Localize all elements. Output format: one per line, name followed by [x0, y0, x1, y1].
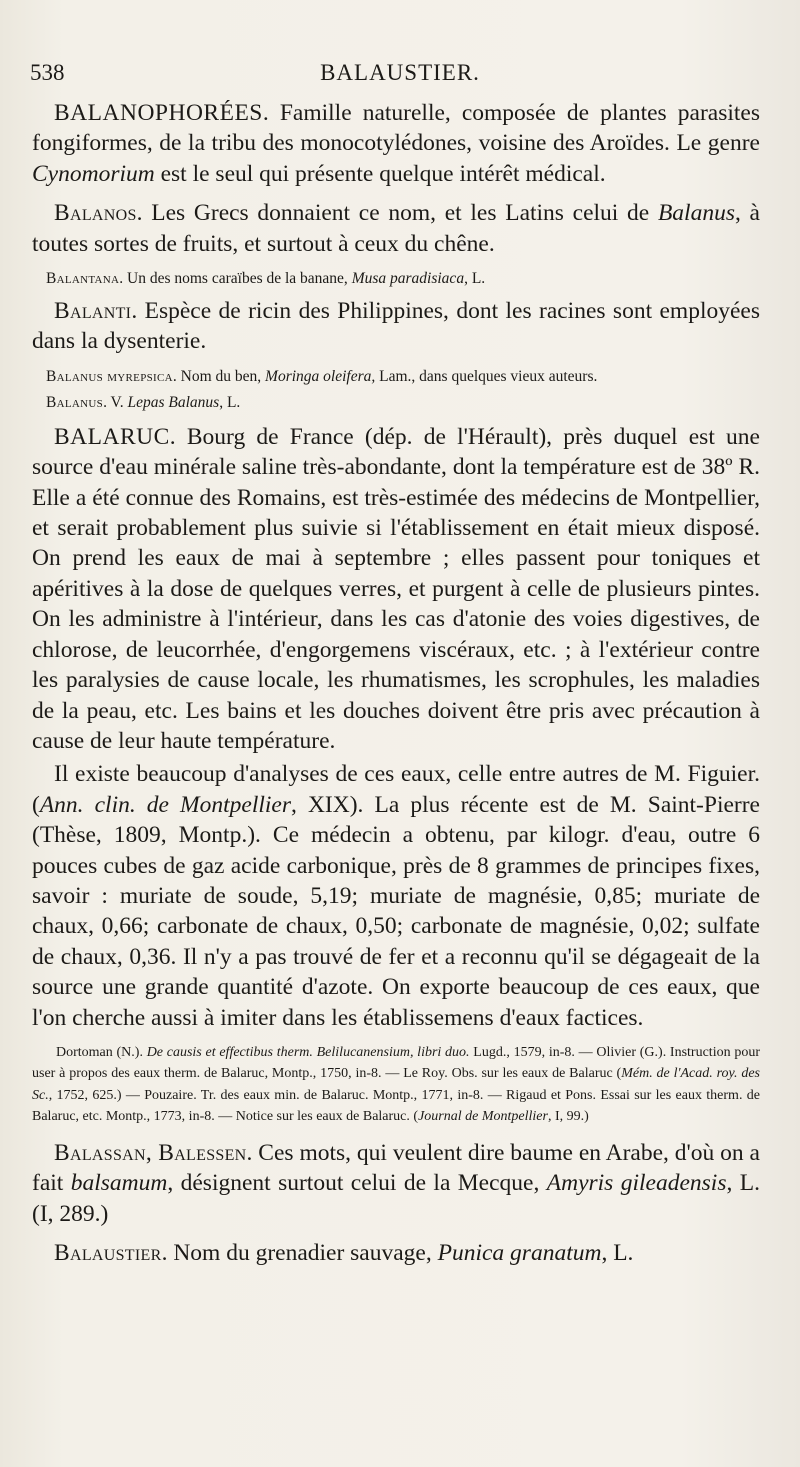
- entry-head: Balanti: [54, 298, 132, 325]
- entry-head: Balanus: [46, 393, 104, 411]
- bibliography-references: Dortoman (N.). De causis et effectibus therm. Belilucanensium, libri duo. Lugd., 1579, in-8. — Olivier (G.). Instruction pour user à propos des eaux therm. de Balaruc, Montp., 1750, in-8. — Le Roy. Obs. sur les eaux de Balaruc (Mém. de l'Acad. roy. des Sc., 1752, 625.) — Pouzaire. Tr. des eaux min. de Balaruc. Montp., 1771, in-8. — Rigaud et Pons. Essai sur les eaux therm. de Balaruc, etc. Montp., 1773, in-8. — Notice sur les eaux de Balaruc. (Journal de Montpellier, I, 99.): [32, 1044, 760, 1125]
- page-header: [30, 60, 770, 94]
- page-number: 538: [30, 60, 65, 85]
- entry-head: BALARUC: [54, 423, 170, 450]
- entry-head: Balaustier: [54, 1240, 162, 1267]
- running-title: BALAUSTIER.: [320, 60, 480, 85]
- entry-balanophorees: BALANOPHORÉES. Famille naturelle, composée de plantes parasites fongiformes, de la tribu des monocotylédones, voisine des Aroïdes. Le genre Cynomorium est le seul qui présente quelque intérêt médical.: [32, 100, 760, 187]
- entry-balaruc: BALARUC. Bourg de France (dép. de l'Hérault), près duquel est une source d'eau minérale saline très-abondante, dont la température est de 38º R. Elle a été connue des Romains, est très-estimée des médecins de Montpellier, et serait probablement plus suivie si l'établissement en était mieux disposé. On prend les eaux de mai à septembre ; elles passent pour toniques et apéritives à la dose de quelques verres, et purgent à celle de plusieurs pintes. On les administre à l'intérieur, dans les cas d'atonie des voies digestives, de chlorose, de leucorrhée, d'engorgemens viscéraux, etc. ; à l'extérieur contre les paralysies de cause locale, les rhumatismes, les scrophules, les maladies de la peau, etc. Les bains et les douches doivent être pris avec précaution à cause de leur haute température.: [32, 423, 760, 754]
- entry-head: BALANOPHORÉES: [54, 100, 263, 126]
- entry-head: Balantana: [46, 270, 120, 288]
- entry-balaruc-analyses: Il existe beaucoup d'analyses de ces eaux, celle entre autres de M. Figuier. (Ann. clin. de Montpellier, XIX). La plus récente est de M. Saint-Pierre (Thèse, 1809, Montp.). Ce médecin a obtenu, par kilogr. d'eau, outre 6 pouces cubes de gaz acide carbonique, près de 8 grammes de principes fixes, savoir : muriate de soude, 5,19; muriate de magnésie, 0,85; muriate de chaux, 0,66; carbonate de chaux, 0,50; carbonate de magnésie, 0,02; sulfate de chaux, 0,36. Il n'y a pas trouvé de fer et a reconnu qu'il se dégageait de la source une grande quantité d'azote. On exporte beaucoup de ces eaux, que l'on cherche aussi à imiter dans les établissemens d'eaux factices.: [32, 761, 760, 1031]
- entry-head: Balassan, Balessen: [54, 1139, 247, 1166]
- entry-head: Balanos: [54, 200, 137, 227]
- entry-balantana: Balantana. Un des noms caraïbes de la banane, Musa paradisiaca, L.: [46, 270, 486, 288]
- entry-balassan: Balassan, Balessen. Ces mots, qui veulent dire baume en Arabe, d'où on a fait balsamum, désignent surtout celui de la Mecque, Amyris gileadensis, L. (I, 289.): [32, 1139, 760, 1227]
- entry-balanus-myrepsica: Balanus myrepsica. Nom du ben, Moringa oleifera, Lam., dans quelques vieux auteurs.: [46, 367, 598, 385]
- entry-balanos: Balanos. Les Grecs donnaient ce nom, et les Latins celui de Balanus, à toutes sortes de fruits, et surtout à ceux du chêne.: [32, 200, 760, 257]
- page-body: [32, 98, 760, 1278]
- entry-balanti: Balanti. Espèce de ricin des Philippines, dont les racines sont employées dans la dysenterie.: [32, 298, 760, 355]
- entry-head: Balanus myrepsica: [46, 367, 173, 385]
- entry-balaustier: Balaustier. Nom du grenadier sauvage, Punica granatum, L.: [54, 1240, 634, 1267]
- entry-balanus: Balanus. V. Lepas Balanus, L.: [46, 393, 241, 411]
